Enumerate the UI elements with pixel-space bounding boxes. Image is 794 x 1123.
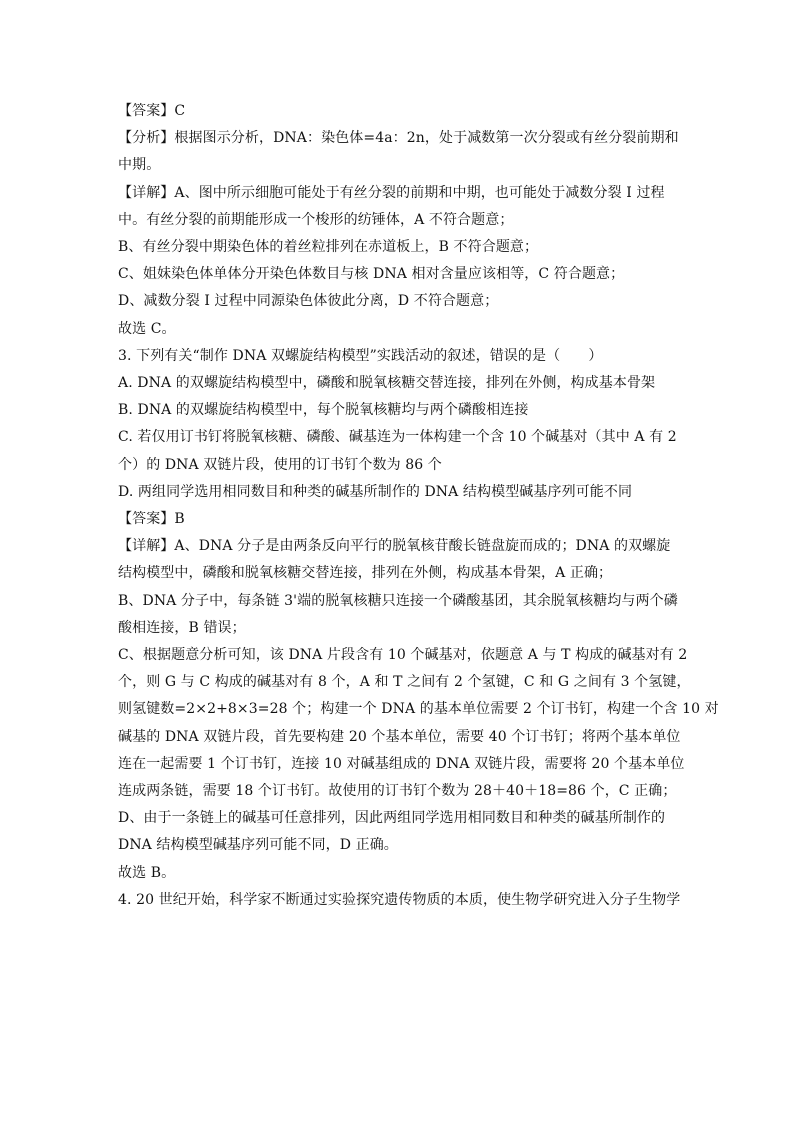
q3-explanation-d-line-1: D、由于一条链上的碱基可任意排列，因此两组同学选用相同数目和种类的碱基所制作的 <box>118 810 666 827</box>
question-3-stem: 3. 下列有关“制作 DNA 双螺旋结构模型”实践活动的叙述，错误的是（ ） <box>118 347 603 364</box>
explanation-option-d: D、减数分裂 I 过程中同源染色体彼此分离，D 不符合题意； <box>118 293 499 310</box>
q3-explanation-c-line-6: 连成两条链，需要 18 个订书钉。故使用的订书钉个数为 28＋40＋18=86 个，C 正确； <box>118 783 677 800</box>
q3-explanation-b-line-1: B、DNA 分子中，每条链 3'端的脱氧核糖只连接一个磷酸基团，其余脱氧核糖均与两个磷 <box>118 592 678 609</box>
question-3-option-c-line-2: 个）的 DNA 双链片段，使用的订书钉个数为 86 个 <box>118 456 442 473</box>
choose-b: 故选 B。 <box>118 864 176 881</box>
question-3-option-a: A. DNA 的双螺旋结构模型中，磷酸和脱氧核糖交替连接，排列在外侧，构成基本骨架 <box>118 375 656 392</box>
question-3-option-d: D. 两组同学选用相同数目和种类的碱基所制作的 DNA 结构模型碱基序列可能不同 <box>118 483 633 500</box>
q3-explanation-a-line-2: 结构模型中，磷酸和脱氧核糖交替连接，排列在外侧，构成基本骨架，A 正确； <box>118 565 613 582</box>
explanation-line-2: 中。有丝分裂的前期能形成一个梭形的纺锤体，A 不符合题意； <box>118 211 514 228</box>
document-page <box>118 98 719 914</box>
q3-explanation-a-line-1: 【详解】A、DNA 分子是由两条反向平行的脱氧核苷酸长链盘旋而成的；DNA 的双螺旋 <box>118 538 671 555</box>
question-4-stem: 4. 20 世纪开始，科学家不断通过实验探究遗传物质的本质，使生物学研究进入分子生物学 <box>118 891 681 908</box>
q3-explanation-c-line-5: 连在一起需要 1 个订书钉，连接 10 对碱基组成的 DNA 双链片段，需要将 20 个基本单位 <box>118 755 685 772</box>
explanation-option-c: C、姐妹染色体单体分开染色体数目与核 DNA 相对含量应该相等，C 符合题意； <box>118 266 625 283</box>
q3-explanation-c-line-2: 个，则 G 与 C 构成的碱基对有 8 个，A 和 T 之间有 2 个氢键，C 和 G 之间有 3 个氢键， <box>118 674 691 691</box>
q3-explanation-c-line-3: 则氢键数=2×2+8×3=28 个；构建一个 DNA 的基本单位需要 2 个订书钉，构建一个含 10 对 <box>118 701 719 718</box>
answer-label-q3: 【答案】B <box>118 511 185 528</box>
explanation-line-1: 【详解】A、图中所示细胞可能处于有丝分裂的前期和中期，也可能处于减数分裂 I 过程 <box>118 184 665 201</box>
analysis-line-1: 【分析】根据图示分析，DNA：染色体=4a：2n，处于减数第一次分裂或有丝分裂前期和 <box>118 130 679 147</box>
choose-c: 故选 C。 <box>118 320 176 337</box>
analysis-line-2: 中期。 <box>118 157 161 174</box>
question-3-option-b: B. DNA 的双螺旋结构模型中，每个脱氧核糖均与两个磷酸相连接 <box>118 402 529 419</box>
q3-explanation-c-line-4: 碱基的 DNA 双链片段，首先要构建 20 个基本单位，需要 40 个订书钉；将两个基本单位 <box>118 728 681 745</box>
q3-explanation-b-line-2: 酸相连接，B 错误； <box>118 619 246 636</box>
q3-explanation-d-line-2: DNA 结构模型碱基序列可能不同，D 正确。 <box>118 837 398 854</box>
q3-explanation-c-line-1: C、根据题意分析可知，该 DNA 片段含有 10 个碱基对，依题意 A 与 T 构成的碱基对有 2 <box>118 647 688 664</box>
question-3-option-c-line-1: C. 若仅用订书钉将脱氧核糖、磷酸、碱基连为一体构建一个含 10 个碱基对（其中 A 有 2 <box>118 429 677 446</box>
answer-label-q2: 【答案】C <box>118 103 186 119</box>
explanation-option-b: B、有丝分裂中期染色体的着丝粒排列在赤道板上，B 不符合题意； <box>118 239 539 256</box>
